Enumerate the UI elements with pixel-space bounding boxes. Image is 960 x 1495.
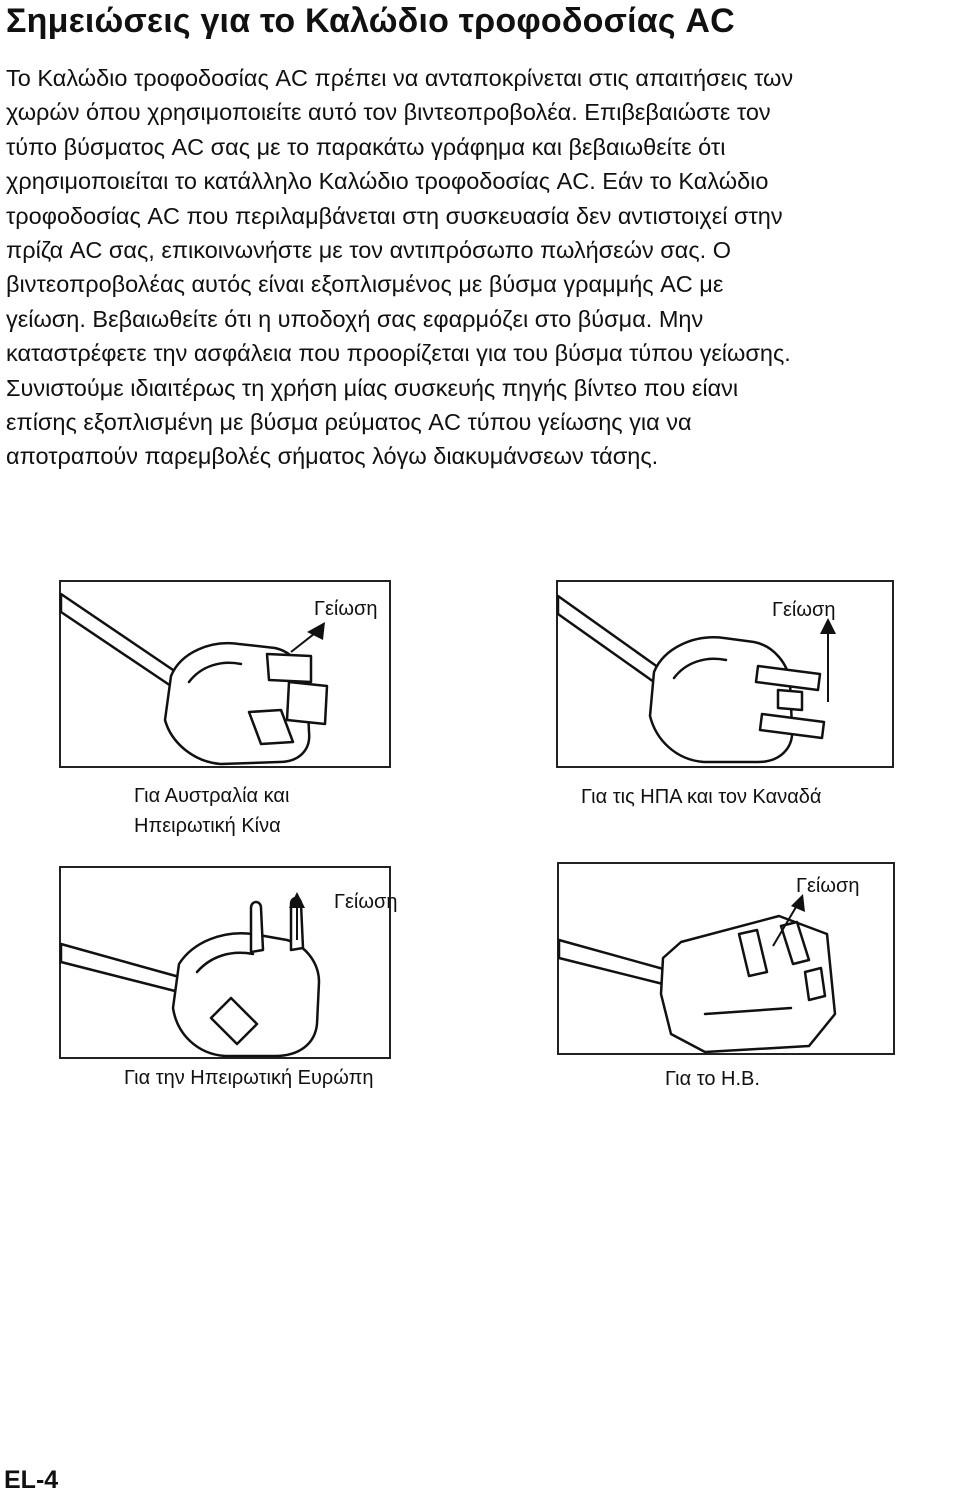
ground-label: Γείωση	[796, 875, 860, 897]
ground-label: Γείωση	[772, 599, 836, 621]
paragraph-line: καταστρέφετε την ασφάλεια που προορίζεται για του βύσμα τύπου γείωσης.	[6, 340, 791, 367]
paragraph-line: χωρών όπου χρησιμοποιείτε αυτό τον βιντεοπροβολέα. Επιβεβαιώστε τον	[6, 99, 771, 126]
page-title: Σημειώσεις για το Καλώδιο τροφοδοσίας AC	[6, 2, 735, 40]
figure-caption-europe	[124, 1063, 374, 1093]
ground-label: Γείωση	[314, 598, 378, 620]
caption-line: Για Αυστραλία και	[134, 785, 290, 807]
plug-figure-usa-canada	[556, 580, 894, 768]
paragraph-line: Το Καλώδιο τροφοδοσίας AC πρέπει να ανταποκρίνεται στις απαιτήσεις των	[6, 65, 794, 91]
caption-line: Για την Ηπειρωτική Ευρώπη	[124, 1067, 374, 1089]
paragraph-line: Συνιστούμε ιδιαιτέρως τη χρήση μίας συσκευής πηγής βίντεο που είανι	[6, 374, 739, 401]
usa-canada-plug-icon	[558, 582, 892, 766]
caption-line: Ηπειρωτική Κίνα	[134, 815, 281, 837]
paragraph-line: πρίζα AC σας, επικοινωνήστε με τον αντιπρόσωπο πωλήσεών σας. Ο	[6, 237, 732, 264]
paragraph-line: γείωση. Βεβαιωθείτε ότι η υποδοχή σας εφαρμόζει στο βύσμα. Μην	[6, 305, 704, 332]
intro-paragraph	[6, 61, 956, 474]
figure-caption-australia-china	[134, 781, 289, 841]
paragraph-line: τροφοδοσίας AC που περιλαμβάνεται στη συσκευασία δεν αντιστοιχεί στην	[6, 202, 783, 229]
figure-caption-uk	[665, 1064, 760, 1094]
plug-figure-europe	[59, 866, 398, 1059]
caption-line: Για το Η.Β.	[665, 1068, 760, 1090]
ground-label: Γείωση	[334, 891, 398, 913]
caption-line: Για τις ΗΠΑ και τον Καναδά	[581, 786, 822, 808]
paragraph-line: τύπο βύσματος AC σας με το παρακάτω γράφημα και βεβαιωθείτε ότι	[6, 133, 726, 160]
figure-caption-usa-canada	[581, 782, 821, 812]
plug-figure-australia-china	[59, 580, 391, 768]
paragraph-line: επίσης εξοπλισμένη με βύσμα ρεύματος AC τύπου γείωσης για να	[6, 409, 692, 436]
page-number: EL-4	[4, 1466, 59, 1494]
plug-figure-uk	[557, 862, 895, 1055]
paragraph-line: βιντεοπροβολέας αυτός είναι εξοπλισμένος με βύσμα γραμμής AC με	[6, 271, 724, 298]
paragraph-line: χρησιμοποιείται το κατάλληλο Καλώδιο τροφοδοσίας AC. Εάν το Καλώδιο	[6, 168, 769, 195]
paragraph-line: αποτραπούν παρεμβολές σήματος λόγω διακυμάνσεων τάσης.	[6, 443, 659, 470]
